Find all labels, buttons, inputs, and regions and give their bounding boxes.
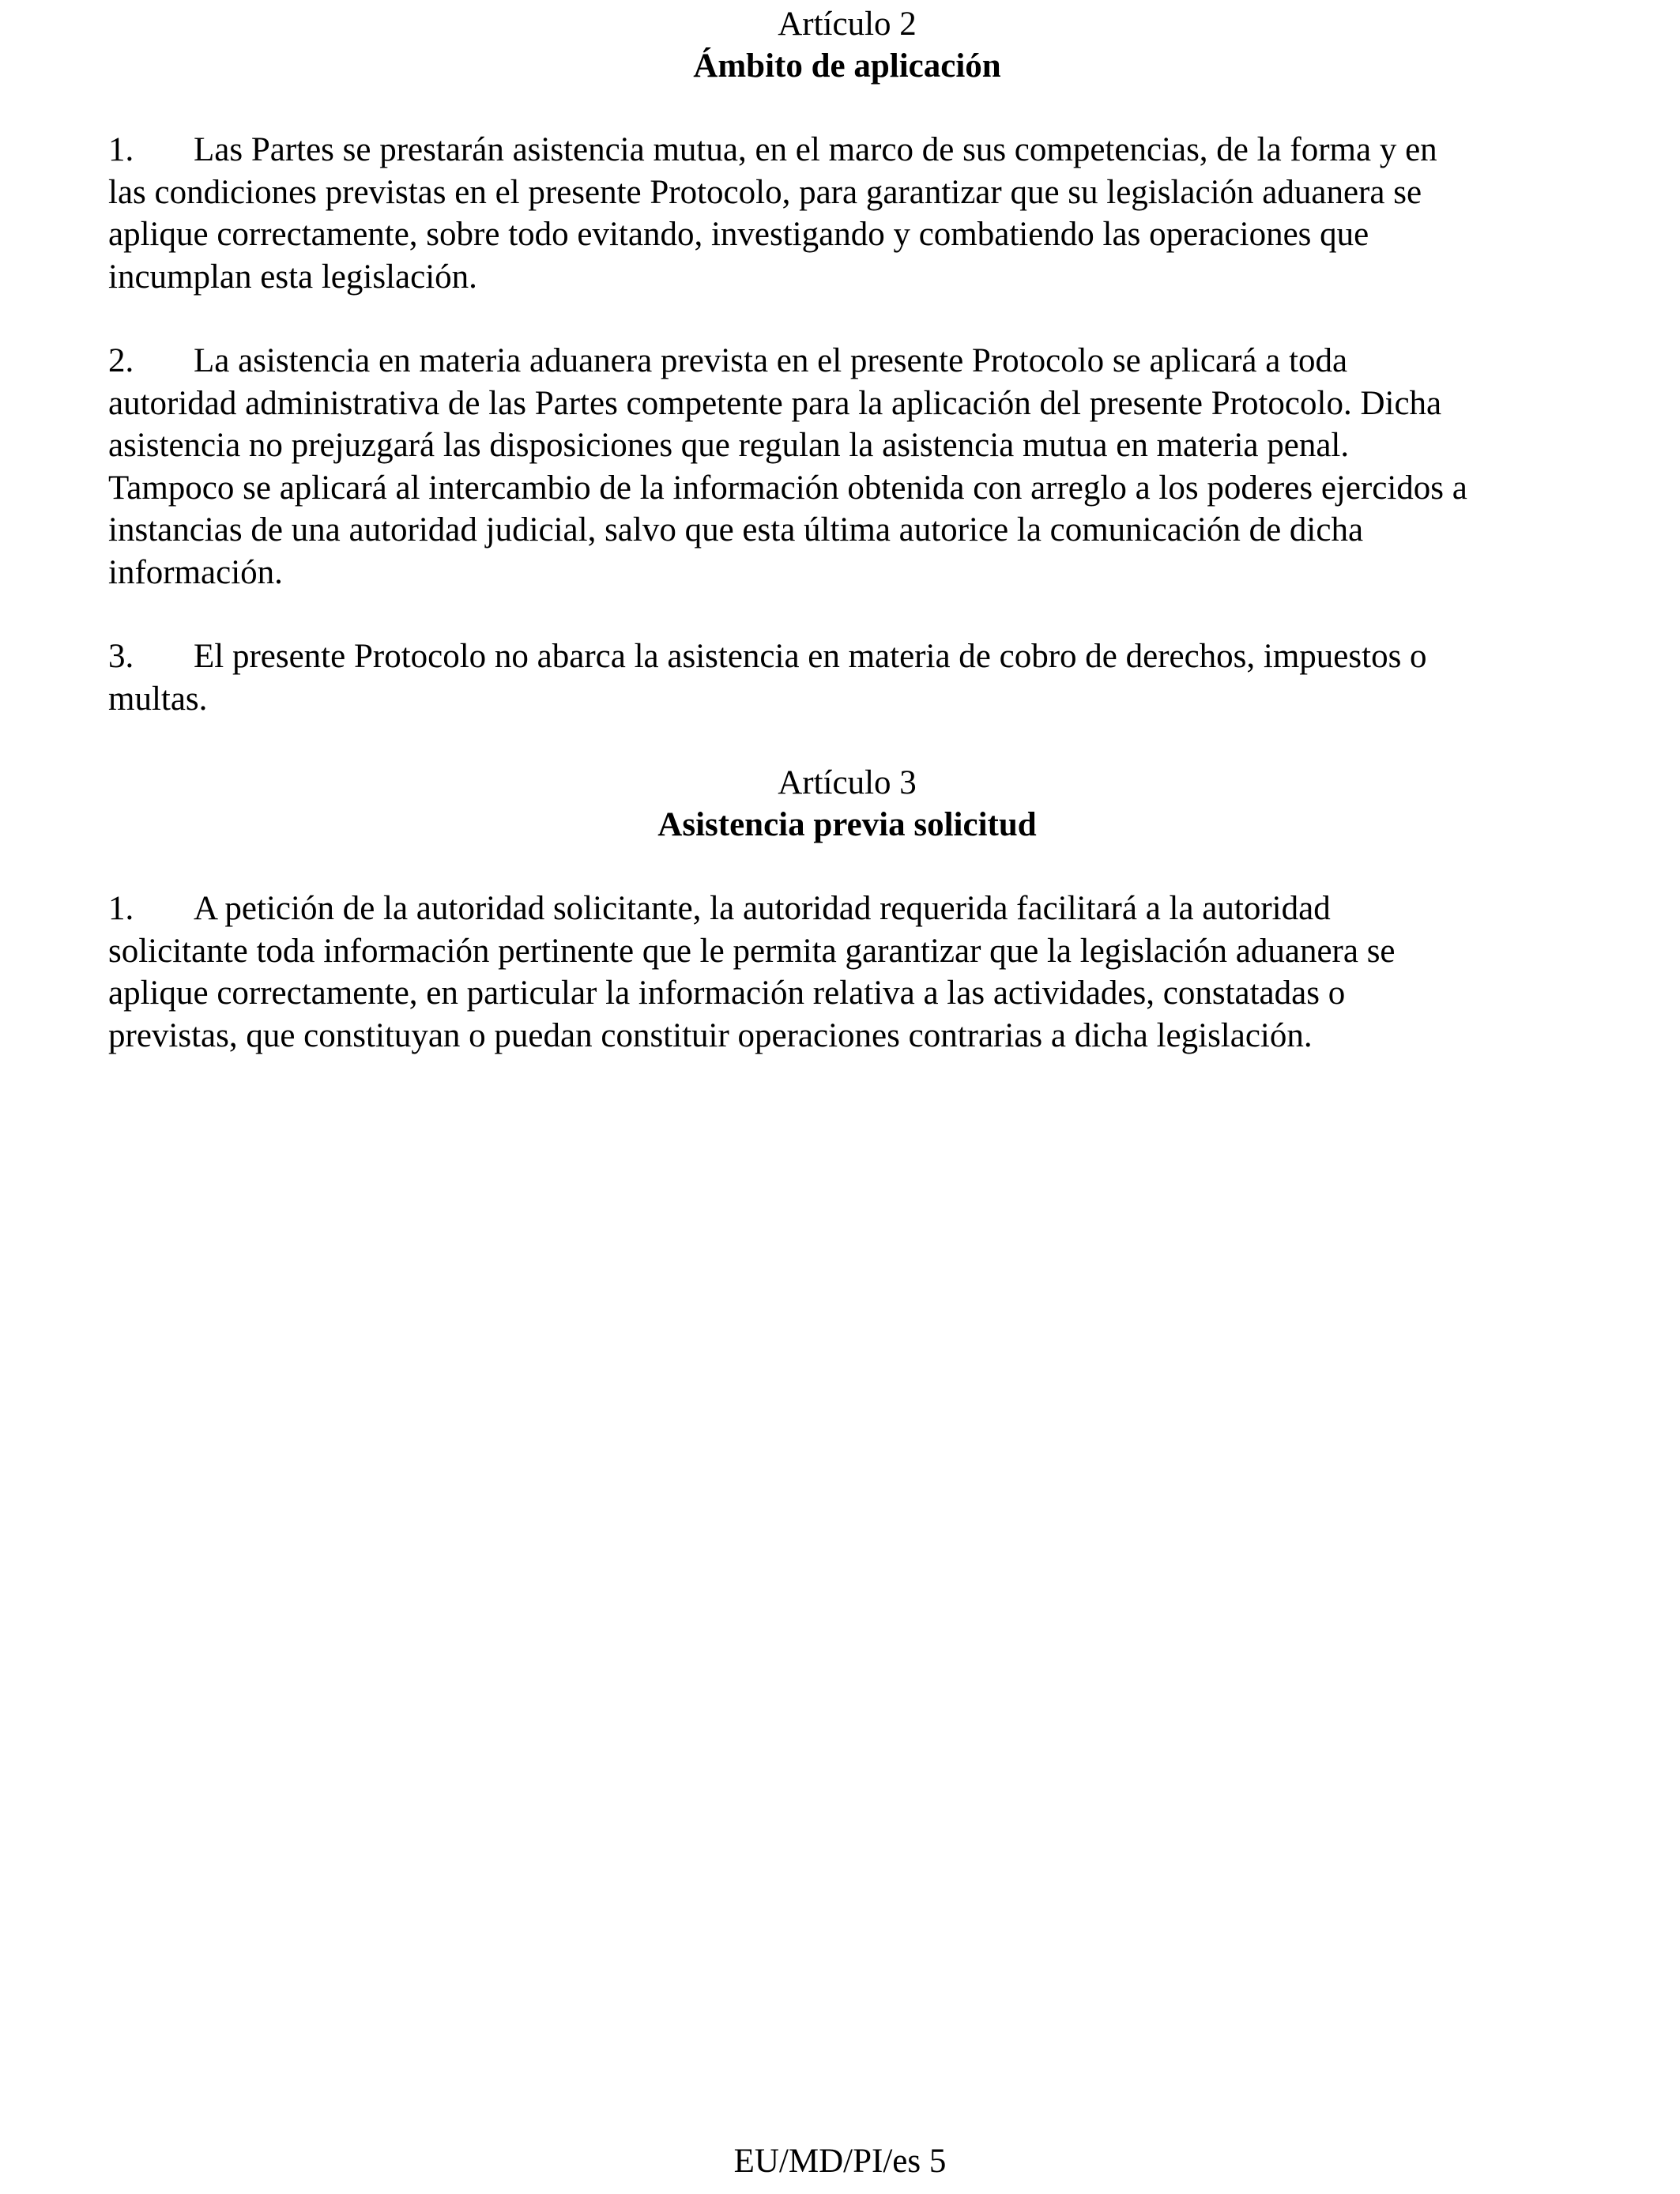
paragraph-line: previstas, que constituyan o puedan constituir operaciones contrarias a dicha legislación. (108, 1016, 1313, 1054)
paragraph-line: aplique correctamente, en particular la información relativa a las actividades, constatadas o (108, 974, 1346, 1012)
page-footer: EU/MD/PI/es 5 (733, 2143, 947, 2180)
paragraph-number: 1. (108, 131, 134, 168)
paragraph-2 (108, 340, 1586, 594)
paragraph-number: 3. (108, 638, 134, 675)
article-number: Artículo 3 (778, 764, 917, 801)
paragraph-line (108, 340, 1586, 383)
paragraph-line (108, 888, 1586, 930)
paragraph-line: aplique correctamente, sobre todo evitando, investigando y combatiendo las operaciones que (108, 216, 1369, 253)
paragraph-line: solicitante toda información pertinente que le permita garantizar que la legislación aduanera se (108, 932, 1396, 970)
paragraph-1 (108, 129, 1586, 298)
line-text: La asistencia en materia aduanera prevista en el presente Protocolo se aplicará a toda (194, 342, 1348, 379)
article-title: Ámbito de aplicación (693, 47, 1001, 85)
paragraph-line: las condiciones previstas en el presente Protocolo, para garantizar que su legislación aduanera se (108, 173, 1422, 211)
paragraph-line: multas. (108, 680, 208, 718)
paragraph-line: incumplan esta legislación. (108, 258, 477, 296)
paragraph-line: Tampoco se aplicará al intercambio de la información obtenida con arreglo a los poderes ejercidos a (108, 469, 1467, 507)
article-title: Asistencia previa solicitud (657, 806, 1037, 843)
line-text: Las Partes se prestarán asistencia mutua, en el marco de sus competencias, de la forma y en (194, 131, 1437, 168)
article-number: Artículo 2 (778, 6, 917, 43)
line-text: El presente Protocolo no abarca la asistencia en materia de cobro de derechos, impuestos o (194, 638, 1427, 675)
document-body (108, 3, 1586, 1057)
paragraph-line: información. (108, 553, 283, 591)
article-2 (108, 3, 1586, 762)
paragraph-1 (108, 888, 1586, 1057)
paragraph-3 (108, 635, 1586, 720)
paragraph-line: instancias de una autoridad judicial, salvo que esta última autorice la comunicación de dicha (108, 511, 1364, 548)
paragraph-number: 2. (108, 342, 134, 379)
paragraph-line: asistencia no prejuzgará las disposiciones que regulan la asistencia mutua en materia penal. (108, 427, 1350, 464)
paragraph-line: autoridad administrativa de las Partes competente para la aplicación del presente Protocolo. Dicha (108, 384, 1442, 422)
article-3 (108, 762, 1586, 1057)
paragraph-number: 1. (108, 890, 134, 927)
line-text: A petición de la autoridad solicitante, la autoridad requerida facilitará a la autoridad (194, 890, 1331, 927)
paragraph-line (108, 129, 1586, 172)
paragraph-line (108, 635, 1586, 678)
